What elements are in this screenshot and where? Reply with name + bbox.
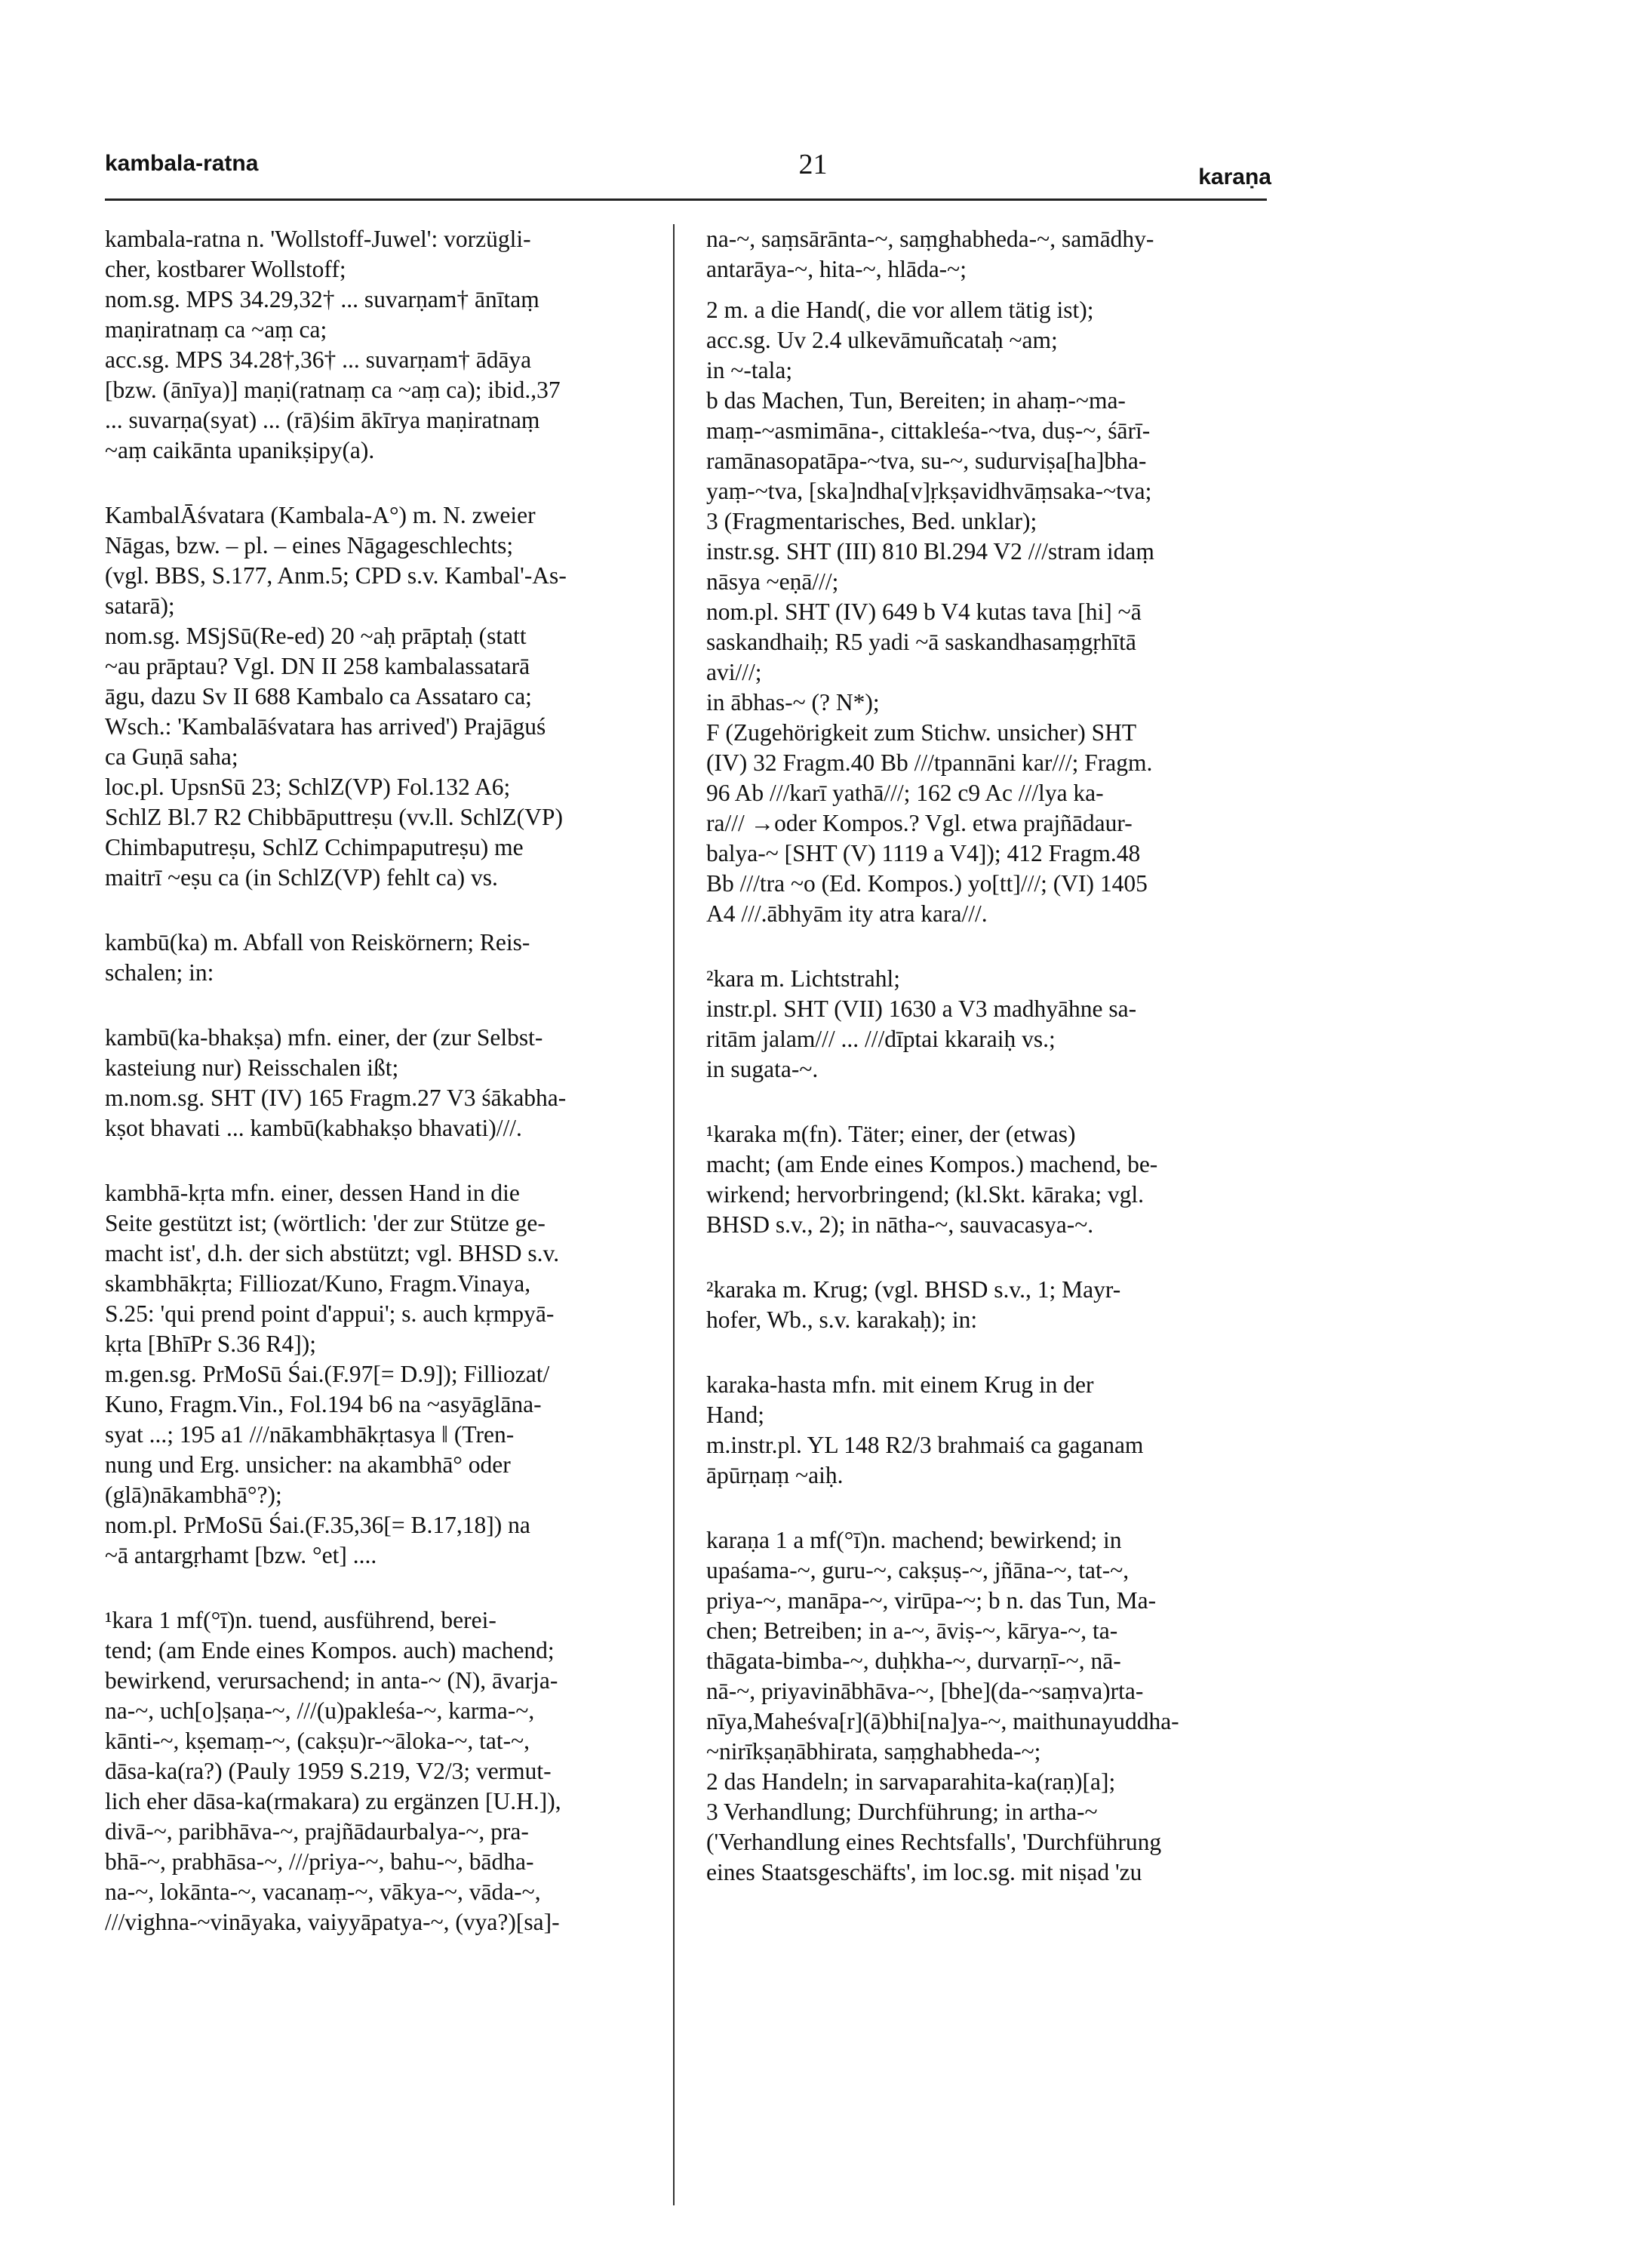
entry-line: hofer, Wb., s.v. karakaḥ); in: bbox=[706, 1306, 978, 1333]
entry-line: 96 Ab ///karī yathā///; 162 c9 Ac ///lya ka- bbox=[706, 780, 1104, 806]
entry-line: lich eher dāsa-ka(rmakara) zu ergänzen [U.H.]), bbox=[105, 1788, 561, 1814]
entry-line: āgu, dazu Sv II 688 Kambalo ca Assataro ca; bbox=[105, 683, 532, 709]
entry-line: yaṃ-~tva, [ska]ndha[v]ṛkṣavidhvāṃsaka-~tva; bbox=[706, 478, 1152, 504]
entry-line: macht; (am Ende eines Kompos.) machend, be- bbox=[706, 1151, 1158, 1177]
entry-line: Kuno, Fragm.Vin., Fol.194 b6 na ~asyāglāna- bbox=[105, 1391, 542, 1417]
entry-line: maṃ-~asmimāna-, cittakleśa-~tva, duṣ-~, śārī- bbox=[706, 417, 1151, 444]
dictionary-entry bbox=[706, 224, 1268, 285]
entry-line: BHSD s.v., 2); in nātha-~, sauvacasya-~. bbox=[706, 1211, 1094, 1238]
entry-line: loc.pl. UpsnSū 23; SchlZ(VP) Fol.132 A6; bbox=[105, 774, 511, 800]
entry-line: satarā); bbox=[105, 592, 175, 619]
dictionary-entry bbox=[105, 1178, 667, 1571]
entry-line: macht ist', d.h. der sich abstützt; vgl. BHSD s.v. bbox=[105, 1240, 560, 1266]
entry-line: kambala-ratna n. 'Wollstoff-Juwel': vorzügli- bbox=[105, 226, 531, 252]
entry-line: A4 ///.ābhyām ity atra kara///. bbox=[706, 900, 988, 927]
entry-line: Hand; bbox=[706, 1402, 764, 1428]
entry-line: Chimbaputreṣu, SchlZ Cchimpaputreṣu) me bbox=[105, 834, 524, 860]
entry-line: wirkend; hervorbringend; (kl.Skt. kāraka; vgl. bbox=[706, 1181, 1144, 1208]
entry-line: ritām jalam/// ... ///dīptai kkaraiḥ vs.; bbox=[706, 1026, 1056, 1052]
entry-line: chen; Betreiben; in a-~, āviṣ-~, kārya-~, ta- bbox=[706, 1617, 1118, 1644]
entry-line: kasteiung nur) Reisschalen ißt; bbox=[105, 1054, 399, 1081]
entry-line: na-~, uch[o]ṣaṇa-~, ///(u)pakleśa-~, karma-~, bbox=[105, 1697, 535, 1724]
entry-line: ('Verhandlung eines Rechtsfalls', 'Durchführung bbox=[706, 1829, 1162, 1855]
entry-line: nom.sg. MSjSū(Re-ed) 20 ~aḥ prāptaḥ (statt bbox=[105, 623, 527, 649]
entry-line: bhā-~, prabhāsa-~, ///priya-~, bahu-~, bādha- bbox=[105, 1848, 534, 1875]
entry-line: upaśama-~, guru-~, cakṣuṣ-~, jñāna-~, tat-~, bbox=[706, 1557, 1130, 1583]
dictionary-entry bbox=[105, 224, 667, 466]
entry-line: thāgata-bimba-~, duḥkha-~, durvarṇī-~, nā- bbox=[706, 1648, 1121, 1674]
entry-line: kānti-~, kṣemaṃ-~, (cakṣu)r-~āloka-~, tat-~, bbox=[105, 1728, 530, 1754]
entry-line: ca Guṇā saha; bbox=[105, 743, 238, 770]
entry-line: instr.sg. SHT (III) 810 Bl.294 V2 ///stram idaṃ bbox=[706, 538, 1154, 565]
entry-line: syat ...; 195 a1 ///nākambhākṛtasya ‖ (Tren- bbox=[105, 1421, 515, 1448]
entry-line: āpūrṇaṃ ~aiḥ. bbox=[706, 1462, 844, 1488]
entry-line: na-~, saṃsārānta-~, saṃghabheda-~, samādhy- bbox=[706, 226, 1154, 252]
dictionary-entry bbox=[105, 1023, 667, 1143]
entry-line: ¹karaka m(fn). Täter; einer, der (etwas) bbox=[706, 1121, 1076, 1147]
entry-line: F (Zugehörigkeit zum Stichw. unsicher) SHT bbox=[706, 719, 1137, 746]
entry-line: Nāgas, bzw. – pl. – eines Nāgageschlechts; bbox=[105, 532, 514, 559]
entry-line: nā-~, priyavinābhāva-~, [bhe](da-~saṃva)rta- bbox=[706, 1678, 1144, 1704]
dictionary-entry bbox=[105, 1605, 667, 1937]
entry-line: saskandhaiḥ; R5 yadi ~ā saskandhasaṃgṛhītā bbox=[706, 629, 1136, 655]
dictionary-entry bbox=[706, 1525, 1268, 1888]
entry-line: karaka-hasta mfn. mit einem Krug in der bbox=[706, 1371, 1094, 1398]
entry-line: kambū(ka-bhakṣa) mfn. einer, der (zur Selbst- bbox=[105, 1024, 543, 1051]
entry-line: nāsya ~eṇā///; bbox=[706, 568, 839, 595]
entry-line: (IV) 32 Fragm.40 Bb ///tpannāni kar///; Fragm. bbox=[706, 749, 1153, 776]
dictionary-entry bbox=[706, 1275, 1268, 1335]
entry-line: 2 m. a die Hand(, die vor allem tätig ist); bbox=[706, 297, 1094, 323]
entry-line: divā-~, paribhāva-~, prajñādaurbalya-~, pra- bbox=[105, 1818, 529, 1845]
dictionary-entry bbox=[706, 964, 1268, 1085]
entry-line: skambhākṛta; Filliozat/Kuno, Fragm.Vinaya, bbox=[105, 1270, 531, 1297]
entry-line: ~ā antargṛhamt [bzw. °et] .... bbox=[105, 1542, 377, 1568]
entry-line: b das Machen, Tun, Bereiten; in ahaṃ-~ma- bbox=[706, 387, 1126, 414]
entry-line: acc.sg. Uv 2.4 ulkevāmuñcataḥ ~am; bbox=[706, 327, 1058, 353]
entry-line: [bzw. (ānīya)] maṇi(ratnaṃ ca ~aṃ ca); ibid.,37 bbox=[105, 377, 561, 403]
entry-line: in sugata-~. bbox=[706, 1056, 819, 1082]
entry-line: (glā)nākambhā°?); bbox=[105, 1482, 282, 1508]
entry-line: kambhā-kṛta mfn. einer, dessen Hand in die bbox=[105, 1180, 520, 1206]
dictionary-entry bbox=[706, 295, 1268, 929]
entry-line: 3 (Fragmentarisches, Bed. unklar); bbox=[706, 508, 1037, 534]
entry-line: 3 Verhandlung; Durchführung; in artha-~ bbox=[706, 1799, 1098, 1825]
entry-line: ramānasopatāpa-~tva, su-~, sudurviṣa[ha]bha- bbox=[706, 448, 1147, 474]
entry-line: balya-~ [SHT (V) 1119 a V4]); 412 Fragm.48 bbox=[706, 840, 1141, 866]
entry-line: nom.sg. MPS 34.29,32† ... suvarṇam† ānītaṃ bbox=[105, 286, 539, 312]
column-separator bbox=[673, 224, 675, 2205]
dictionary-entry bbox=[706, 1119, 1268, 1240]
entry-line: bewirkend, verursachend; in anta-~ (N), āvarja- bbox=[105, 1667, 558, 1694]
entry-line: m.gen.sg. PrMoSū Śai.(F.97[= D.9]); Filliozat/ bbox=[105, 1361, 550, 1387]
entry-line: avi///; bbox=[706, 659, 762, 685]
entry-line: Seite gestützt ist; (wörtlich: 'der zur Stütze ge- bbox=[105, 1210, 546, 1236]
entry-line: 2 das Handeln; in sarvaparahita-ka(raṇ)[a]; bbox=[706, 1768, 1116, 1795]
entry-line: ra/// →oder Kompos.? Vgl. etwa prajñādaur- bbox=[706, 810, 1133, 836]
entry-line: m.nom.sg. SHT (IV) 165 Fragm.27 V3 śākabha- bbox=[105, 1085, 567, 1111]
entry-line: nung und Erg. unsicher: na akambhā° oder bbox=[105, 1451, 511, 1478]
entry-line: nīya,Maheśva[r](ā)bhi[na]ya-~, maithunayuddha- bbox=[706, 1708, 1179, 1734]
entry-line: ~nirīkṣaṇābhirata, saṃghabheda-~; bbox=[706, 1738, 1041, 1765]
entry-line: karaṇa 1 a mf(°ī)n. machend; bewirkend; in bbox=[706, 1527, 1122, 1553]
running-head-left: kambala-ratna bbox=[105, 151, 259, 176]
entry-line: SchlZ Bl.7 R2 Chibbāputtreṣu (vv.ll. SchlZ(VP) bbox=[105, 804, 563, 830]
entry-line: ²kara m. Lichtstrahl; bbox=[706, 965, 900, 992]
entry-line: ¹kara 1 mf(°ī)n. tuend, ausführend, berei- bbox=[105, 1607, 496, 1633]
entry-line: kṛta [BhīPr S.36 R4]); bbox=[105, 1331, 316, 1357]
entry-line: na-~, lokānta-~, vacanaṃ-~, vākya-~, vāda-~, bbox=[105, 1879, 541, 1905]
entry-line: kṣot bhavati ... kambū(kabhakṣo bhavati)///. bbox=[105, 1115, 522, 1141]
entry-line: (vgl. BBS, S.177, Anm.5; CPD s.v. Kambal'-As- bbox=[105, 562, 567, 589]
entry-line: ///vighna-~vināyaka, vaiyyāpatya-~, (vya?)[sa]- bbox=[105, 1909, 560, 1935]
right-column bbox=[706, 224, 1268, 1922]
page-number: 21 bbox=[798, 149, 828, 180]
entry-line: m.instr.pl. YL 148 R2/3 brahmaiś ca gaganam bbox=[706, 1432, 1144, 1458]
header-rule bbox=[105, 198, 1267, 201]
entry-line: dāsa-ka(ra?) (Pauly 1959 S.219, V2/3; vermut- bbox=[105, 1758, 552, 1784]
left-column bbox=[105, 224, 667, 1972]
entry-line: Wsch.: 'Kambalāśvatara has arrived') Prajāguś bbox=[105, 713, 546, 740]
entry-line: instr.pl. SHT (VII) 1630 a V3 madhyāhne sa- bbox=[706, 996, 1137, 1022]
entry-line: in ~-tala; bbox=[706, 357, 793, 383]
entry-line: cher, kostbarer Wollstoff; bbox=[105, 256, 346, 282]
entry-line: ~au prāptau? Vgl. DN II 258 kambalassatarā bbox=[105, 653, 530, 679]
entry-line: KambalĀśvatara (Kambala-A°) m. N. zweier bbox=[105, 502, 536, 528]
entry-line: schalen; in: bbox=[105, 959, 214, 986]
dictionary-entry bbox=[105, 928, 667, 988]
entry-line: S.25: 'qui prend point d'appui'; s. auch kṛmpyā- bbox=[105, 1300, 555, 1327]
entry-line: antarāya-~, hita-~, hlāda-~; bbox=[706, 256, 967, 282]
entry-line: kambū(ka) m. Abfall von Reiskörnern; Reis- bbox=[105, 929, 530, 956]
entry-line: ... suvarṇa(syat) ... (rā)śim ākīrya maṇiratnaṃ bbox=[105, 407, 540, 433]
entry-line: tend; (am Ende eines Kompos. auch) machend; bbox=[105, 1637, 555, 1663]
entry-line: Bb ///tra ~o (Ed. Kompos.) yo[tt]///; (VI) 1405 bbox=[706, 870, 1148, 897]
entry-line: in ābhas-~ (? N*); bbox=[706, 689, 880, 715]
entry-line: ²karaka m. Krug; (vgl. BHSD s.v., 1; Mayr- bbox=[706, 1276, 1121, 1303]
dictionary-entry bbox=[706, 1370, 1268, 1491]
entry-line: maitrī ~eṣu ca (in SchlZ(VP) fehlt ca) vs. bbox=[105, 864, 498, 891]
dictionary-entry bbox=[105, 500, 667, 893]
entry-line: priya-~, manāpa-~, virūpa-~; b n. das Tun, Ma- bbox=[706, 1587, 1157, 1614]
entry-line: maṇiratnaṃ ca ~aṃ ca; bbox=[105, 316, 327, 343]
entry-line: ~aṃ caikānta upanikṣipy(a). bbox=[105, 437, 375, 463]
entry-line: eines Staatsgeschäfts', im loc.sg. mit niṣad 'zu bbox=[706, 1859, 1142, 1885]
running-head-right: karaṇa bbox=[1198, 165, 1271, 189]
entry-line: nom.pl. SHT (IV) 649 b V4 kutas tava [hi] ~ā bbox=[706, 599, 1142, 625]
entry-line: acc.sg. MPS 34.28†,36† ... suvarṇam† ādāya bbox=[105, 346, 532, 373]
entry-line: nom.pl. PrMoSū Śai.(F.35,36[= B.17,18]) na bbox=[105, 1512, 530, 1538]
